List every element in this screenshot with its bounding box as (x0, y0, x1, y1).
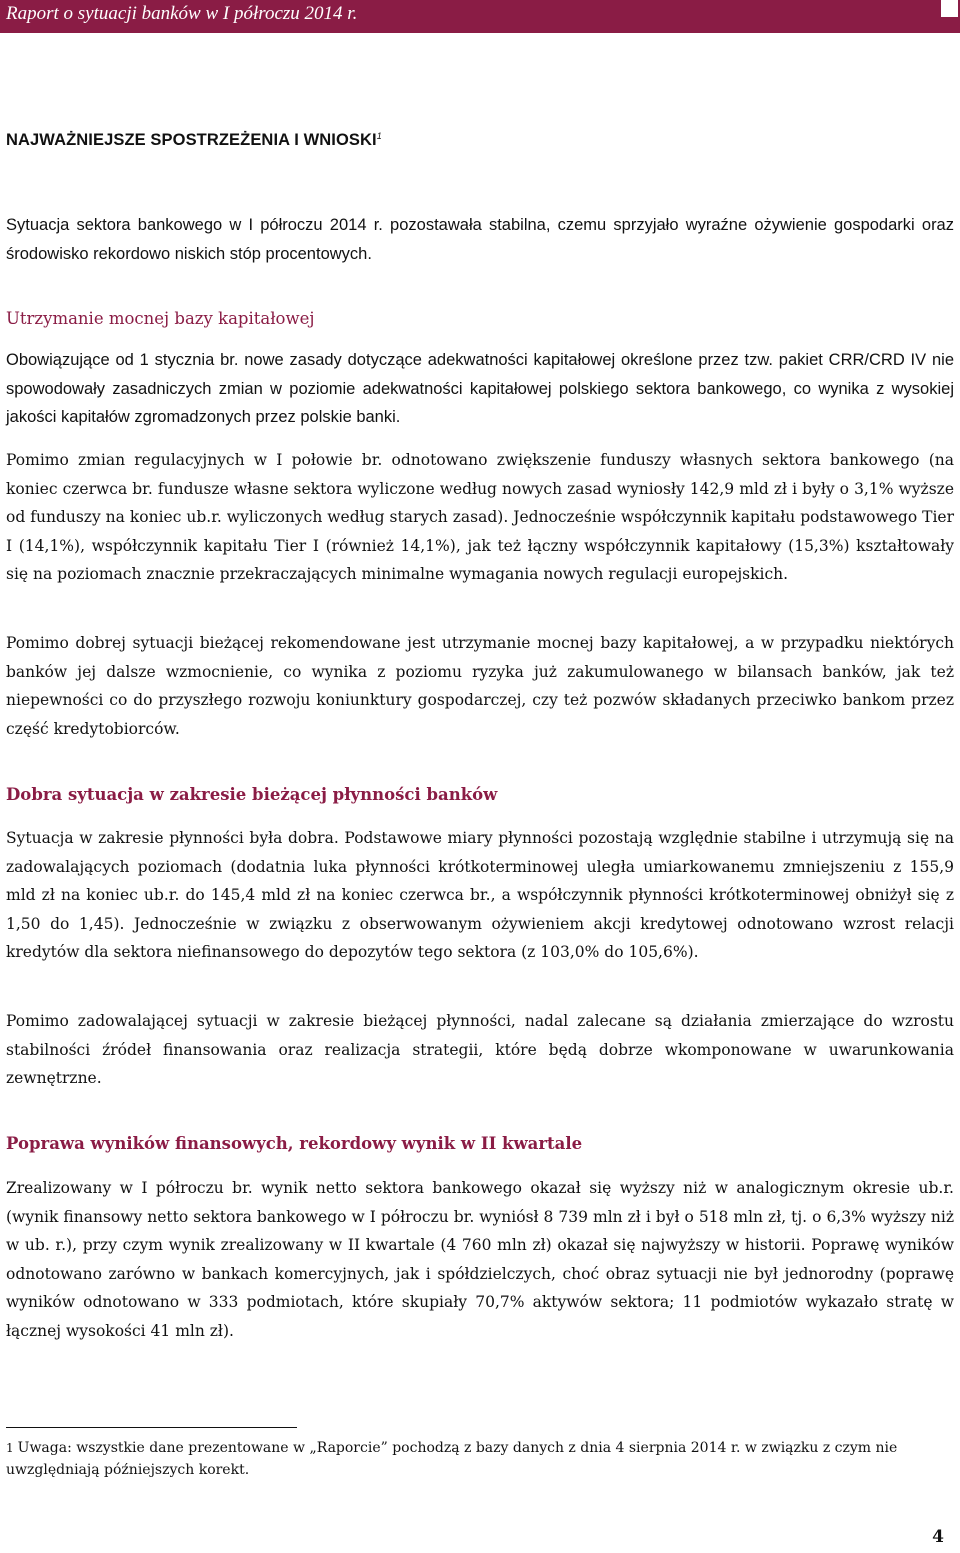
footnote-number: 1 (6, 1441, 14, 1455)
main-heading-text: NAJWAŻNIEJSZE SPOSTRZEŻENIA I WNIOSKI (6, 131, 377, 149)
footnote-ref[interactable]: 1 (376, 131, 382, 141)
section-title-capital: Utrzymanie mocnej bazy kapitałowej (6, 309, 315, 328)
header-title: Raport o sytuacji banków w I półroczu 2014 r. (6, 3, 358, 24)
liquidity-paragraph-1: Sytuacja w zakresie płynności była dobra. Podstawowe miary płynności pozostają względnie stabilne i utrzymują się na zadowalających poziomach (dodatnia luka płynności krótkoterminowej uległa umiarkowanemu zmniejszeniu z 155,9 mld zł na koniec ub.r. do 145,4 mld zł na koniec czerwca br., a współczynnik płynności krótkoterminowej obniżył się z 1,50 do 1,45). Jednocześnie w związku z obserwowanym ożywieniem akcji kredytowej odnotowano wzrost relacji kredytów dla sektora niefinansowego do depozytów tego sektora (z 103,0% do 105,6%). (6, 829, 954, 961)
page-number: 4 (932, 1527, 944, 1547)
capital-paragraph-2: Pomimo zmian regulacyjnych w I połowie br. odnotowano zwiększenie funduszy własnych sektora bankowego (na koniec czerwca br. fundusze własne sektora wyliczone według nowych zasad wyniosły 142,9 mld zł i były o 3,1% wyższe od funduszy na koniec ub.r. wyliczonych według starych zasad). Jednocześnie współczynnik kapitału podstawowego Tier I (14,1%), współczynnik kapitału Tier I (również 14,1%), jak też łączny współczynnik kapitałowy (15,3%) kształtowały się na poziomach znacznie przekraczających minimalne wymagania nowych regulacji europejskich. (6, 451, 954, 583)
section-title-results: Poprawa wyników finansowych, rekordowy wynik w II kwartale (6, 1134, 583, 1153)
main-heading (6, 131, 382, 150)
intro-paragraph: Sytuacja sektora bankowego w I półroczu 2014 r. pozostawała stabilna, czemu sprzyjało wyraźne ożywienie gospodarki oraz środowisko rekordowo niskich stóp procentowych. (6, 216, 954, 263)
results-paragraph-1: Zrealizowany w I półroczu br. wynik netto sektora bankowego okazał się wyższy niż w analogicznym okresie ub.r. (wynik finansowy netto sektora bankowego w I półroczu br. wyniósł 8 739 mln zł i był o 518 mln zł, tj. o 6,3% wyższy niż w ub. r.), przy czym wynik zrealizowany w II kwartale (4 760 mln zł) okazał się najwyższy w historii. Poprawę wyników odnotowano zarówno w bankach komercyjnych, jak i spółdzielczych, choć obraz sytuacji nie był jednorodny (poprawę wyników odnotowano w 333 podmiotach, które skupiały 70,7% aktywów sektora; 11 podmiotów wykazało stratę w łącznej wysokości 41 mln zł). (6, 1179, 954, 1340)
footnote (6, 1437, 954, 1481)
liquidity-paragraph-2: Pomimo zadowalającej sytuacji w zakresie bieżącej płynności, nadal zalecane są działania zmierzające do wzrostu stabilności źródeł finansowania oraz realizacja strategii, które będą dobrze wkomponowane w uwarunkowania zewnętrzne. (6, 1012, 954, 1087)
footnote-separator (6, 1427, 297, 1428)
footnote-text: Uwaga: wszystkie dane prezentowane w „Raporcie” pochodzą z bazy danych z dnia 4 sierpnia 2014 r. w związku z czym nie uwzględniają późniejszych korekt. (6, 1440, 898, 1478)
header-corner-mark (941, 0, 958, 17)
capital-paragraph-3: Pomimo dobrej sytuacji bieżącej rekomendowane jest utrzymanie mocnej bazy kapitałowej, a w przypadku niektórych banków jej dalsze wzmocnienie, co wynika z poziomu ryzyka już zakumulowanego w bilansach banków, jak też niepewności co do przyszłego rozwoju koniunktury gospodarczej, czy też pozwów składanych przeciwko bankom przez część kredytobiorców. (6, 634, 954, 738)
section-title-liquidity: Dobra sytuacja w zakresie bieżącej płynności banków (6, 785, 498, 804)
page-header (0, 0, 960, 33)
capital-paragraph-1-text: Obowiązujące od 1 stycznia br. nowe zasady dotyczące adekwatności kapitałowej określone przez tzw. pakiet CRR/CRD IV nie spowodowały zasadniczych zmian w poziomie adekwatności kapitałowej polskiego sektora bankowego, co wynika z wysokiej jakości kapitałów zgromadzonych przez polskie banki. (6, 351, 954, 426)
capital-paragraph-1 (6, 346, 954, 432)
